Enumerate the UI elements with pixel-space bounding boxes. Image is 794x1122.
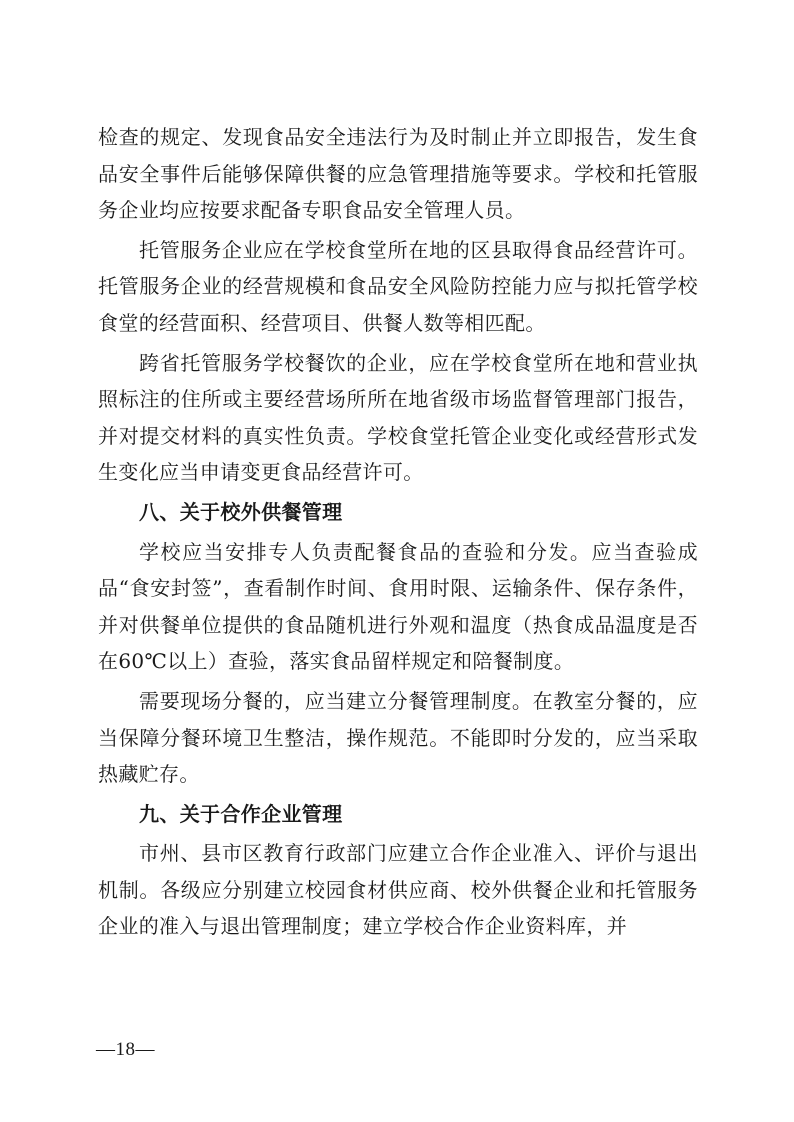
page-number: —18— xyxy=(96,1039,155,1060)
paragraph-safety-management: 检查的规定、发现食品安全违法行为及时制止并立即报告，发生食品安全事件后能够保障供餐的应急管理措施等要求。学校和托管服务企业均应按要求配备专职食品安全管理人员。 xyxy=(98,125,698,223)
document-body xyxy=(98,119,698,948)
paragraph-meal-distribution: 需要现场分餐的，应当建立分餐管理制度。在教室分餐的，应当保障分餐环境卫生整洁，操作规范。不能即时分发的，应当采取热藏贮存。 xyxy=(98,688,698,787)
paragraph-cross-province: 跨省托管服务学校餐饮的企业，应在学校食堂所在地和营业执照标注的住所或主要经营场所所在地省级市场监督管理部门报告，并对提交材料的真实性负责。学校食堂托管企业变化或经营形式发生变化应当申请变更食品经营许可。 xyxy=(98,350,698,485)
paragraph-food-inspection: 学校应当安排专人负责配餐食品的查验和分发。应当查验成品“食安封签”，查看制作时间、食用时限、运输条件、保存条件，并对供餐单位提供的食品随机进行外观和温度（热食成品温度是否在60℃以上）查验，落实食品留样规定和陪餐制度。 xyxy=(98,539,698,674)
paragraph-license-requirement: 托管服务企业应在学校食堂所在地的区县取得食品经营许可。托管服务企业的经营规模和食品安全风险防控能力应与拟托管学校食堂的经营面积、经营项目、供餐人数等相匹配。 xyxy=(98,237,698,335)
section-heading-partner-management: 九、关于合作企业管理 xyxy=(139,801,343,826)
paragraph-partner-mechanism: 市州、县市区教育行政部门应建立合作企业准入、评价与退出机制。各级应分别建立校园食材供应商、校外供餐企业和托管服务企业的准入与退出管理制度；建立学校合作企业资料库，并 xyxy=(98,841,698,939)
section-heading-off-campus-catering: 八、关于校外供餐管理 xyxy=(139,499,343,524)
